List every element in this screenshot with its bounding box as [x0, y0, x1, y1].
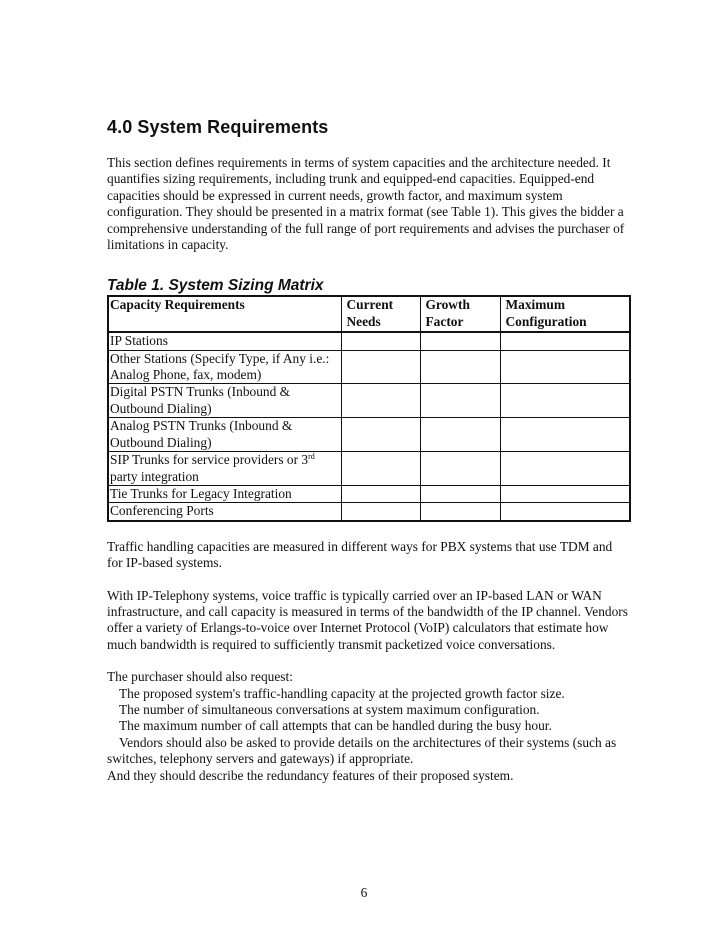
cell-current-needs [341, 485, 420, 502]
row-label-other-stations: Other Stations (Specify Type, if Any i.e.: Analog Phone, fax, modem) [108, 350, 341, 384]
row-label-tie-trunks: Tie Trunks for Legacy Integration [108, 485, 341, 502]
header-current-needs: Current Needs [341, 296, 420, 332]
cell-current-needs [341, 332, 420, 350]
ip-telephony-paragraph: With IP-Telephony systems, voice traffic is typically carried over an IP-based LAN or WAN infrastructure, and call capacity is measured in terms of the bandwidth of the IP channel. Vendors offer a variety of Erlangs-to-voice over Internet Protocol (VoIP) calculators that estimate how much bandwidth is required to sufficiently transmit packetized voice conversations. [107, 587, 628, 652]
page-number: 6 [360, 885, 368, 900]
request-item-text: Vendors should also be asked to provide details on the architectures of their systems (such as switches, telephony servers and gateways) if appropriate. [107, 734, 617, 767]
request-item: The proposed system's traffic-handling capacity at the projected growth factor size. [119, 685, 565, 701]
cell-growth-factor [420, 418, 500, 452]
request-item [107, 735, 629, 768]
cell-maximum-configuration [500, 332, 630, 350]
table-title: Table 1. System Sizing Matrix [107, 277, 324, 295]
request-item: The maximum number of call attempts that can be handled during the busy hour. [119, 718, 552, 734]
table-row [108, 332, 630, 350]
cell-current-needs [341, 384, 420, 418]
table-row [108, 418, 630, 452]
row-label-sip-trunks [108, 452, 341, 486]
table-row [108, 384, 630, 418]
cell-current-needs [341, 350, 420, 384]
traffic-paragraph: Traffic handling capacities are measured in different ways for PBX systems that use TDM and for IP-based systems. [107, 538, 613, 571]
row-label-analog-pstn-trunks: Analog PSTN Trunks (Inbound & Outbound Dialing) [108, 418, 341, 452]
ordinal-suffix: rd [308, 452, 315, 462]
cell-maximum-configuration [500, 485, 630, 502]
cell-growth-factor [420, 350, 500, 384]
table-row [108, 452, 630, 486]
cell-maximum-configuration [500, 350, 630, 384]
page-content [107, 116, 629, 784]
sip-label-start: SIP Trunks for service providers or 3 [110, 452, 309, 468]
cell-current-needs [341, 503, 420, 521]
cell-current-needs [341, 452, 420, 486]
cell-maximum-configuration [500, 503, 630, 521]
cell-maximum-configuration [500, 418, 630, 452]
table-row [108, 503, 630, 521]
table-row [108, 350, 630, 384]
header-capacity-requirements: Capacity Requirements [108, 296, 341, 332]
system-sizing-table [107, 295, 631, 521]
sip-label-end: party integration [110, 468, 199, 484]
cell-maximum-configuration [500, 384, 630, 418]
cell-growth-factor [420, 332, 500, 350]
cell-maximum-configuration [500, 452, 630, 486]
cell-growth-factor [420, 452, 500, 486]
cell-growth-factor [420, 485, 500, 502]
intro-paragraph: This section defines requirements in terms of system capacities and the architecture needed. It quantifies sizing requirements, including trunk and equipped-end capacities. Equipped-end capacities should be expressed in current needs, growth factor, and maximum system configuration. They should be presented in a matrix format (see Table 1). This gives the bidder a comprehensive understanding of the full range of port requirements and advises the purchaser of limitations in capacity. [107, 155, 625, 253]
cell-growth-factor [420, 384, 500, 418]
cell-current-needs [341, 418, 420, 452]
table-header-row [108, 296, 630, 332]
request-item: The number of simultaneous conversations at system maximum configuration. [119, 701, 540, 717]
header-maximum-configuration: Maximum Configuration [500, 296, 630, 332]
header-growth-factor: Growth Factor [420, 296, 500, 332]
row-label-ip-stations: IP Stations [108, 332, 341, 350]
row-label-digital-pstn-trunks: Digital PSTN Trunks (Inbound & Outbound Dialing) [108, 384, 341, 418]
closing-sentence: And they should describe the redundancy features of their proposed system. [107, 767, 514, 783]
request-intro: The purchaser should also request: [107, 669, 293, 685]
row-label-conferencing-ports: Conferencing Ports [108, 503, 341, 521]
table-row [108, 485, 630, 502]
cell-growth-factor [420, 503, 500, 521]
section-heading: 4.0 System Requirements [107, 117, 329, 137]
